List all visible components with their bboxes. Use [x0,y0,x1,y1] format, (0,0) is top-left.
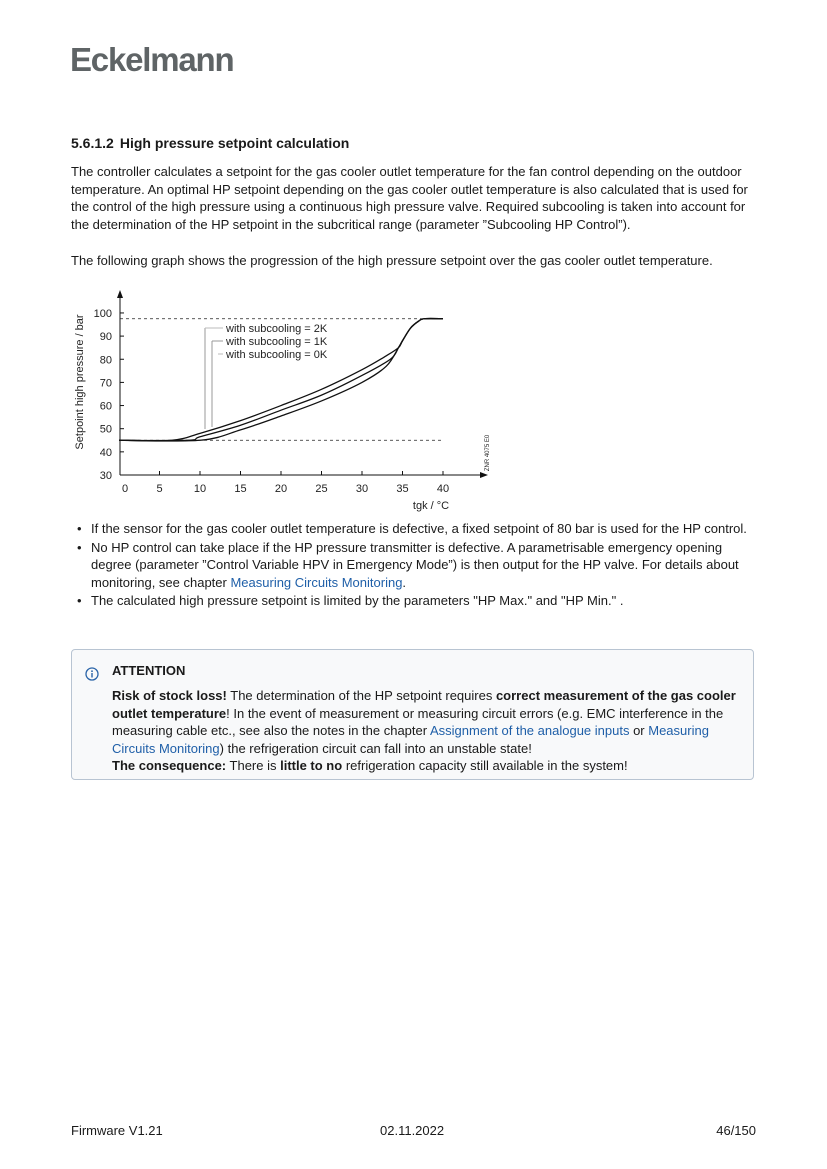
y-axis-label: Setpoint high pressure / bar [74,314,86,450]
hp-setpoint-chart [65,285,505,517]
y-axis-arrow [117,290,123,298]
y-tick-label: 80 [99,354,112,367]
attention-title: ATTENTION [112,663,186,678]
footer-page-number: 46/150 [716,1123,756,1138]
consequence-label: The consequence: [112,758,227,773]
notes-list [71,520,761,611]
y-tick-label: 50 [99,423,112,436]
eckelmann-logo: Eckelmann [70,41,234,78]
figure-code: ZNR 4075 E0 [485,434,491,472]
graph-intro-paragraph: The following graph shows the progression of the high pressure setpoint over the gas cooler outlet temperature. [71,253,713,268]
attention-text: refrigeration capacity still available in the system! [342,758,628,773]
attention-text: There is [226,758,281,773]
legend-label-1k: with subcooling = 1K [226,336,328,348]
attention-text: ! In the event of measurement or measuring circuit errors (e.g. EMC interference in the measuring cable etc., see also the notes in the chapter [112,705,724,738]
attention-box [71,649,754,780]
section-number: 5.6.1.2 [71,135,114,151]
x-tick-label: 10 [193,483,207,495]
measuring-circuits-monitoring-link[interactable]: Measuring Circuits Monitoring [230,574,403,590]
attention-emphasis: correct measurement of the gas cooler outlet temperature [112,688,736,721]
attention-emphasis: little to no [280,758,343,773]
list-item [71,592,761,610]
attention-text: ) the refrigeration circuit can fall into an unstable state! [219,740,532,756]
x-tick-label: 25 [315,483,328,495]
attention-body [112,687,744,775]
x-tick-label: 30 [355,483,369,495]
x-axis-arrow [480,472,488,478]
risk-label: Risk of stock loss! [112,688,227,703]
x-tick-label: 20 [274,483,288,495]
attention-text: or [629,723,649,738]
y-tick-label: 90 [99,331,112,344]
section-heading [71,135,349,151]
y-tick-label: 30 [99,470,112,482]
y-tick-label: 40 [99,446,112,459]
x-tick-label: 0 [121,483,129,495]
footer-date: 02.11.2022 [380,1123,445,1138]
x-tick-label: 5 [156,483,163,495]
legend-label-2k: with subcooling = 2K [226,323,328,335]
bullet-text-end: . [402,574,407,590]
attention-text: The determination of the HP setpoint requires [226,688,496,703]
measuring-circuits-monitoring-link-2[interactable]: Measuring Circuits Monitoring [112,723,709,756]
footer-firmware-version: Firmware V1.21 [71,1123,163,1138]
intro-paragraph: The controller calculates a setpoint for the gas cooler outlet temperature for the fan control depending on the outdoor temperature. An optimal HP setpoint depending on the gas cooler outlet temperature is also calculated that is used for the control of the high pressure using a continuous high pressure valve. Required subcooling is taken into account for the determination of the HP setpoint in the subcritical range (parameter ”Subcooling HP Control”). [71,164,748,232]
bullet-text: If the sensor for the gas cooler outlet temperature is defective, a fixed setpoint of 80 bar is used for the HP control. [91,521,747,536]
x-tick-label: 15 [234,483,247,495]
section-title: High pressure setpoint calculation [119,135,350,151]
legend-label-0k: with subcooling = 0K [226,349,328,361]
x-tick-label: 35 [396,483,409,495]
assignment-analogue-inputs-link[interactable]: Assignment of the analogue inputs [429,723,630,738]
info-circle-icon [85,667,99,681]
y-tick-label: 60 [99,400,112,413]
list-item [71,520,761,538]
x-axis-label: tgk / °C [412,500,450,512]
bullet-text: The calculated high pressure setpoint is limited by the parameters "HP Max." and "HP Min." . [91,593,624,608]
bullet-text: No HP control can take place if the HP pressure transmitter is defective. A parametrisable emergency opening degree (parameter ”Control Variable HPV in Emergency Mode”) is then output for the HP valve. For details about monitoring, see chapter [91,539,739,590]
x-tick-label: 40 [436,483,450,495]
list-item [71,539,761,592]
y-tick-label: 100 [93,307,112,320]
y-tick-label: 70 [99,377,112,390]
